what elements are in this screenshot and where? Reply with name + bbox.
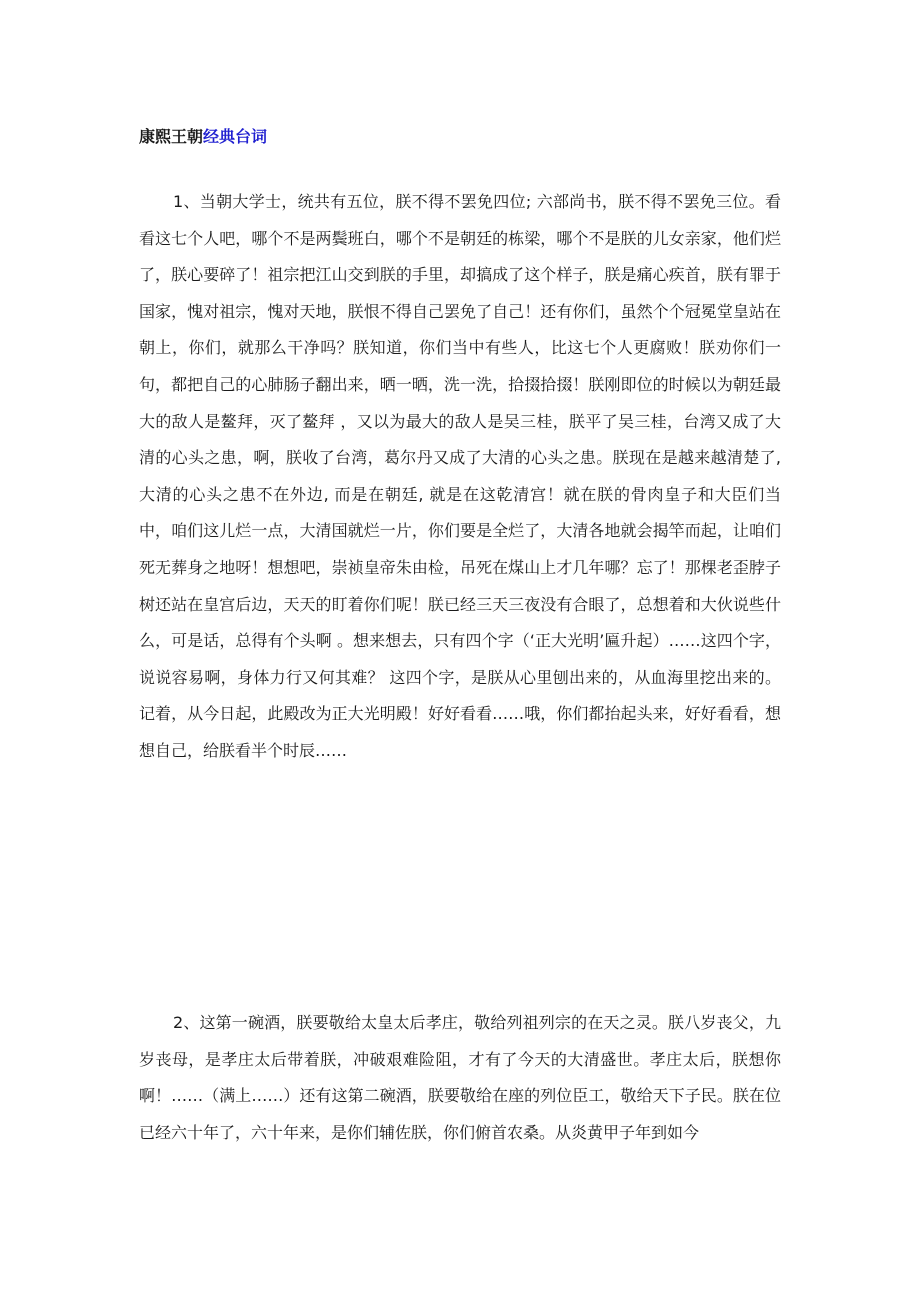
document-title: [139, 124, 267, 150]
title-text: 康熙王朝: [139, 127, 204, 146]
paragraph-2: 2、这第一碗酒，朕要敬给太皇太后孝庄，敬给列祖列宗的在天之灵。朕八岁丧父，九岁丧母，是孝庄太后带着朕，冲破艰难险阻，才有了今天的大清盛世。孝庄太后，朕想你啊！……（满上……）还有这第二碗酒，朕要敬给在座的列位臣工，敬给天下子民。朕在位已经六十年了，六十年来，是你们辅佐朕，你们俯首农桑。从炎黄甲子年到如今: [139, 1013, 781, 1142]
paragraph-1: 1、当朝大学士，统共有五位，朕不得不罢免四位; 六部尚书，朕不得不罢免三位。看看这七个人吧，哪个不是两鬓班白，哪个不是朝廷的栋梁，哪个不是朕的儿女亲家，他们烂了，朕心要碎了！祖宗把江山交到朕的手里，却搞成了这个样子，朕是痛心疾首，朕有罪于国家，愧对祖宗，愧对天地，朕恨不得自己罢免了自己！还有你们，虽然个个冠冕堂皇站在朝上，你们，就那么干净吗？朕知道，你们当中有些人，比这七个人更腐败！朕劝你们一句，都把自己的心肺肠子翻出来，晒一晒，洗一洗，拾掇拾掇！朕刚即位的时候以为朝廷最大的敌人是鳌拜，灭了鳌拜 ，又以为最大的敌人是吴三桂，朕平了吴三桂，台湾又成了大清的心头之患，啊，朕收了台湾，葛尔丹又成了大清的心头之患。朕现在是越来越清楚了, 大清的心头之患不在外边, 而是在朝廷, 就是在这乾清宫！就在朕的骨肉皇子和大臣们当中，咱们这儿烂一点，大清国就烂一片，你们要是全烂了，大清各地就会揭竿而起，让咱们死无葬身之地呀！想想吧，崇祯皇帝朱由检，吊死在煤山上才几年哪？忘了！那棵老歪脖子树还站在皇宫后边，天天的盯着你们呢！朕已经三天三夜没有合眼了，总想着和大伙说些什么，可是话，总得有个头啊 。想来想去，只有四个字（‘正大光明’匾升起）……这四个字，说说容易啊，身体力行又何其难？ 这四个字，是朕从心里刨出来的，从血海里挖出来的。记着，从今日起，此殿改为正大光明殿！好好看看……哦，你们都抬起头来，好好看看，想想自己，给朕看半个时辰……: [139, 192, 781, 760]
title-link[interactable]: 经典台词: [203, 127, 268, 146]
